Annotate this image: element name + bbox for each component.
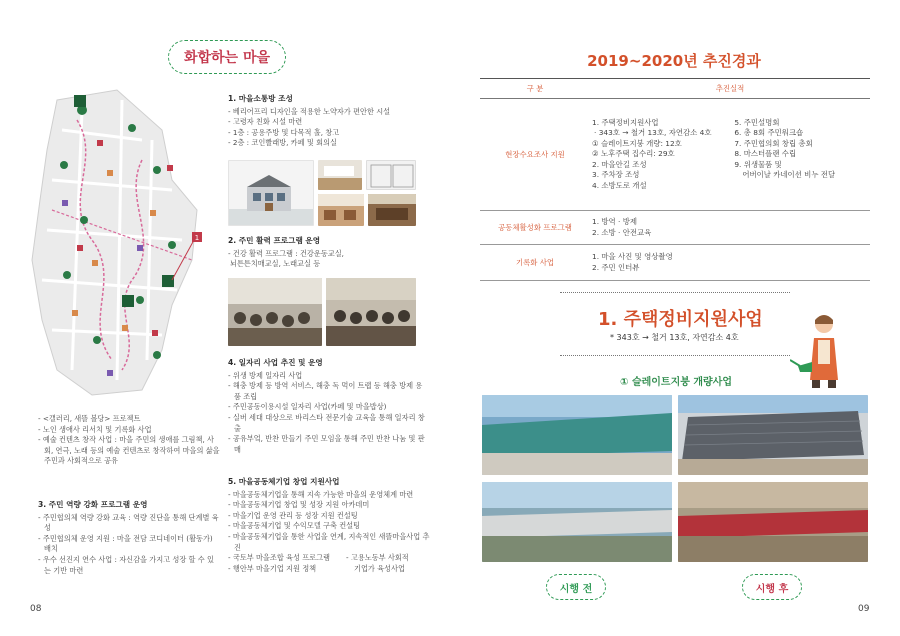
section-5-item: - 마을공동체기업을 통해 지속 가능한 마을의 운영체계 마련 <box>228 489 414 499</box>
section-2-item: - 건강 활력 프로그램 : 건강운동교실, <box>228 248 344 258</box>
section-3-item: - 주민협의체 역량 강화 교육 : 역량 진단을 통해 단계별 육성 <box>38 512 219 533</box>
section-1-item: - 고령자 친화 시설 마련 <box>228 117 303 127</box>
section-5-policy: - 국토부 마을조합 육성 프로그램 <box>228 553 330 563</box>
village-badge: 화합하는 마을 <box>168 40 286 74</box>
before-label: 시행 전 <box>546 574 606 600</box>
section-2 <box>228 236 428 270</box>
section-3-title: 3. 주민 역량 강화 프로그램 운영 <box>38 500 148 509</box>
section-5-policy: - 고용노동부 사회적 <box>346 553 409 563</box>
interior-render-photo <box>318 160 362 190</box>
cafe-render-photo <box>318 194 364 226</box>
village-map <box>22 70 212 400</box>
table-category: 공동체활성화 프로그램 <box>480 211 590 245</box>
page-number-right: 09 <box>858 604 870 614</box>
floorplan-photo <box>366 160 416 190</box>
section-1-item: - 2층 : 코인빨래방, 카페 및 회의실 <box>228 138 337 148</box>
building-render-photo <box>228 160 314 226</box>
art-project-item: - 예술 컨텐츠 창작 사업 : 마을 주민의 생애를 그림책, 사회, 연극, 노래 등의 예술 컨텐츠로 창작하여 마을의 삶을 주민과 사회적으로 공유 <box>38 435 220 466</box>
before-photo-2 <box>482 482 672 562</box>
art-project-list <box>38 414 220 467</box>
section-1 <box>228 94 428 149</box>
right-page <box>450 0 900 636</box>
section-5-policy-row <box>228 553 434 574</box>
table-header: 추진실적 <box>590 79 870 99</box>
section-4 <box>228 358 428 455</box>
section-4-item: - 주민공동이용시설 일자리 사업(카페 및 마을밥상) <box>228 402 387 412</box>
section-5-item: - 마을공동체기업 및 수익모델 구축 컨설팅 <box>228 521 361 531</box>
section-5 <box>228 477 434 574</box>
table-category: 현장수요조사 지원 <box>480 99 590 211</box>
section-2-item: 뇌튼튼치매교실, 노래교실 등 <box>230 259 321 269</box>
table-category: 기록화 사업 <box>480 245 590 281</box>
section-5-policy: - 행안부 마을기업 지원 정책 <box>228 563 317 573</box>
after-label: 시행 후 <box>742 574 802 600</box>
table-list-col: 1. 주택정비지원사업 · 343호 → 철거 13호, 자연감소 4호 ① 슬레이트지붕 개량: 12호 ② 노후주택 집수리: 29호 2. 마을안길 조성 3. 주차장 조성 4. 소방도로 개설 <box>592 118 712 190</box>
table-list-col: 5. 주민설명회 6. 총 8회 주민워크숍 7. 주민협의회 창립 총회 8. 마스터플랜 수립 9. 위생물품 및 어버이날 카네이션 비누 전달 <box>734 118 836 180</box>
section-subtitle: * 343호 → 철거 13호, 자연감소 4호 <box>610 333 739 342</box>
room-render-photo <box>368 194 416 226</box>
table-row: 공동체활성화 프로그램 1. 방역 · 방제 2. 소방 · 안전교육 <box>480 211 870 245</box>
section-5-policy: 기업가 육성사업 <box>354 563 405 573</box>
table-row: 기록화 사업 1. 마을 사진 및 영상촬영 2. 주민 인터뷰 <box>480 245 870 281</box>
section-4-item: - 실버 세대 대상으로 바리스타 전문기술 교육을 통해 일자리 창출 <box>228 412 425 433</box>
progress-table <box>480 78 870 281</box>
table-header-row <box>480 79 870 99</box>
section-5-item: - 마을공동체기업 창업 및 성장 지원 아카데미 <box>228 500 370 510</box>
section-4-item: - 해충 방제 등 방역 서비스, 해충 독 먹이 트랩 등 해충 방제 용품 조립 <box>228 381 423 401</box>
section-5-title: 5. 마을공동체기업 창업 지원사업 <box>228 477 340 486</box>
section-3-item: - 주민협의체 운영 지원 : 마을 전담 코디네이터 (활동가) 배치 <box>38 533 213 554</box>
after-photo-1 <box>678 395 868 475</box>
section-4-item: - 공유부엌, 반찬 만들기 주민 모임을 통해 주민 반찬 나눔 및 판매 <box>228 434 425 454</box>
art-project-item: - <갤러리, 새뜰 볼당> 프로젝트 <box>38 414 141 423</box>
section-5-item: - 마을기업 운영 관리 등 성장 지원 컨설팅 <box>228 510 358 520</box>
map-marker-label: 1 <box>194 234 200 242</box>
section-1-title: 1. 마을소통방 조성 <box>228 94 293 103</box>
section-3 <box>38 500 220 576</box>
after-photo-2 <box>678 482 868 562</box>
section-1-item: - 베리어프리 디자인을 적용한 노약자가 편안한 시설 <box>228 106 391 116</box>
divider-top <box>560 292 790 293</box>
class-photo-1 <box>228 278 322 346</box>
section-5-item: - 마을공동체기업을 통한 사업을 연계, 지속적인 새뜰마을사업 추진 <box>228 531 430 552</box>
table-row <box>480 99 870 211</box>
section-1-item: - 1층 : 공용주방 및 다목적 홀, 창고 <box>228 127 340 137</box>
before-photo-1 <box>482 395 672 475</box>
section-2-title: 2. 주민 활력 프로그램 운영 <box>228 236 321 245</box>
divider-bottom <box>560 355 790 356</box>
section-4-item: - 위생 방제 일자리 사업 <box>228 370 303 380</box>
art-project-item: - 노인 생애사 리서치 및 기록화 사업 <box>38 424 152 434</box>
class-photo-2 <box>326 278 416 346</box>
page-number-left: 08 <box>30 604 42 614</box>
gardener-illustration <box>790 310 850 390</box>
progress-title: 2019~2020년 추진경과 <box>587 52 761 70</box>
section-4-title: 4. 일자리 사업 추진 및 운영 <box>228 358 323 367</box>
sub-heading: ① 슬레이트지붕 개량사업 <box>620 377 733 388</box>
section-3-item: - 우수 선진지 연수 사업 : 자신감을 가지고 성장 할 수 있는 기반 마련 <box>38 554 214 575</box>
table-header: 구 분 <box>480 79 590 99</box>
section-title: 1. 주택정비지원사업 <box>598 309 763 330</box>
